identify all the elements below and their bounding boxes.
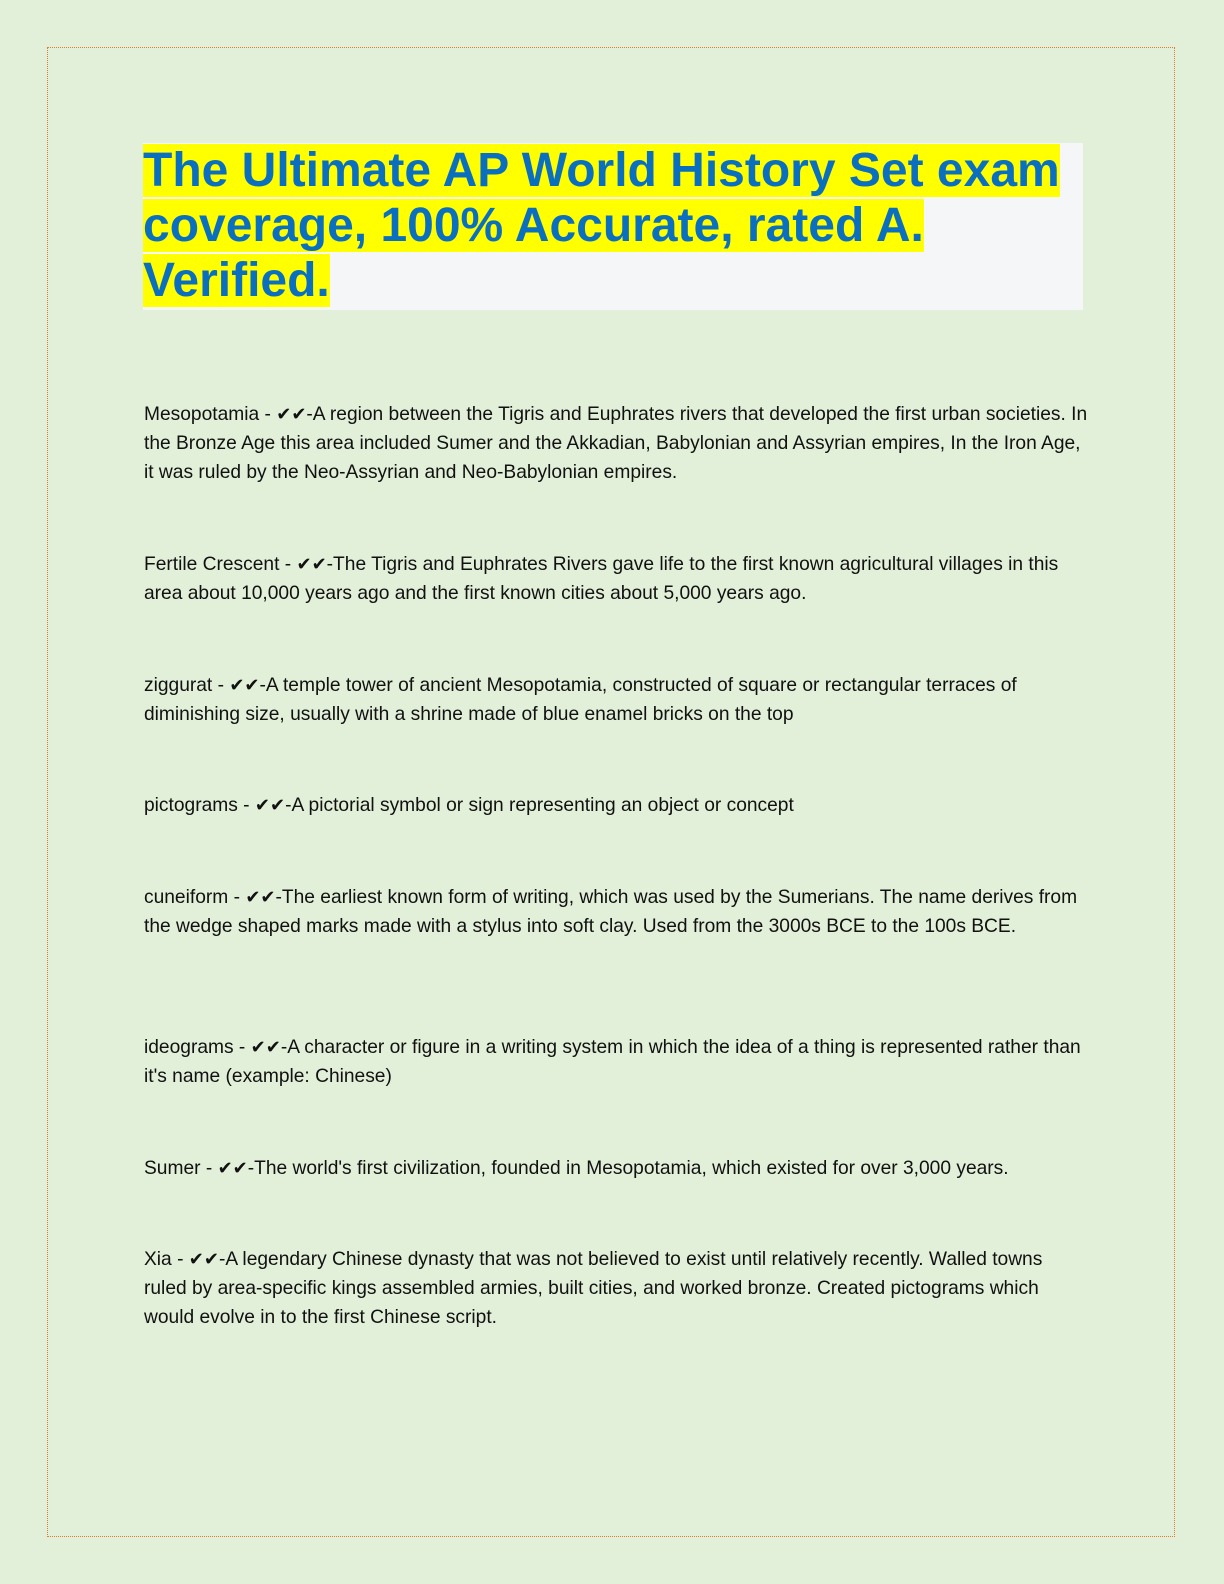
entry-definition: -The world's first civilization, founded in Mesopotamia, which existed for over 3,000 years.: [247, 1158, 1009, 1179]
entry-definition: -A legendary Chinese dynasty that was not believed to exist until relatively recently. Walled towns ruled by area-specific kings assembled armies, built cities, and worked bronze. Created pictograms which would evolve in to the first Chinese script.: [144, 1249, 1043, 1328]
entry-cuneiform: [144, 883, 1089, 941]
entry-term: ideograms: [144, 1037, 234, 1058]
title-block: [143, 143, 1083, 310]
entry-term: ziggurat: [144, 675, 213, 696]
double-check-icon: ✔✔: [276, 404, 307, 425]
entry-definition: -A character or figure in a writing system in which the idea of a thing is represented rather than it's name (example: Chinese): [144, 1037, 1081, 1087]
entry-separator: -: [171, 1249, 189, 1270]
entry-sumer: [144, 1154, 1089, 1183]
entry-term: Sumer: [144, 1158, 201, 1179]
entry-term: cuneiform: [144, 887, 229, 908]
title-highlight: The Ultimate AP World History Set exam coverage, 100% Accurate, rated A. Verified.: [143, 144, 1060, 307]
entry-separator: -: [233, 1037, 251, 1058]
entry-ziggurat: [144, 671, 1089, 729]
entry-definition: -A pictorial symbol or sign representing an object or concept: [285, 795, 794, 816]
entry-separator: -: [279, 554, 297, 575]
double-check-icon: ✔✔: [250, 1037, 281, 1058]
entry-term: pictograms: [144, 795, 238, 816]
double-check-icon: ✔✔: [245, 887, 276, 908]
double-check-icon: ✔✔: [296, 554, 327, 575]
entry-separator: -: [212, 675, 230, 696]
entry-separator: -: [200, 1158, 218, 1179]
double-check-icon: ✔✔: [217, 1158, 248, 1179]
entry-term: Xia: [144, 1249, 172, 1270]
entry-ideograms: [144, 1033, 1089, 1091]
entry-term: Mesopotamia: [144, 404, 260, 425]
double-check-icon: ✔✔: [188, 1249, 219, 1270]
document-title: [143, 143, 1083, 308]
entry-term: Fertile Crescent: [144, 554, 280, 575]
entry-definition: -The earliest known form of writing, which was used by the Sumerians. The name derives from the wedge shaped marks made with a stylus into soft clay. Used from the 3000s BCE to the 100s BCE.: [144, 887, 1078, 937]
entry-separator: -: [228, 887, 246, 908]
entry-definition: -The Tigris and Euphrates Rivers gave life to the first known agricultural villages in this area about 10,000 years ago and the first known cities about 5,000 years ago.: [144, 554, 1059, 604]
entry-separator: -: [259, 404, 277, 425]
double-check-icon: ✔✔: [254, 795, 286, 816]
entry-mesopotamia: [144, 400, 1089, 487]
entry-pictograms: [144, 791, 1089, 820]
entry-separator: -: [237, 795, 255, 816]
double-check-icon: ✔✔: [229, 675, 260, 696]
entry-xia: [144, 1245, 1089, 1332]
entry-definition: -A temple tower of ancient Mesopotamia, constructed of square or rectangular terraces of diminishing size, usually with a shrine made of blue enamel bricks on the top: [144, 675, 1017, 725]
entry-definition: -A region between the Tigris and Euphrates rivers that developed the first urban societies. In the Bronze Age this area included Sumer and the Akkadian, Babylonian and Assyrian empires, In the Iron Age, it was ruled by the Neo-Assyrian and Neo-Babylonian empires.: [144, 404, 1088, 483]
entry-fertile-crescent: [144, 550, 1089, 608]
